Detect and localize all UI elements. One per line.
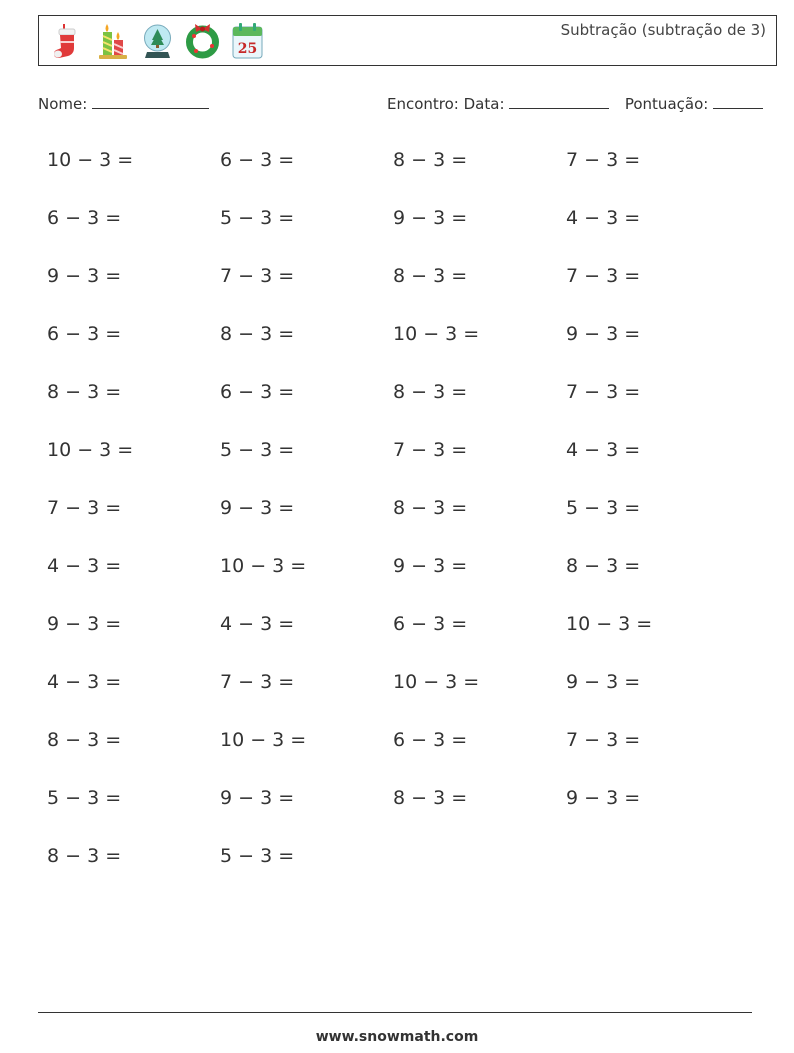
- problem: 8 − 3 =: [47, 845, 122, 867]
- problem: 10 − 3 =: [220, 555, 307, 577]
- problem: 5 − 3 =: [220, 207, 295, 229]
- problem: 7 − 3 =: [566, 149, 641, 171]
- problem: 7 − 3 =: [566, 265, 641, 287]
- problem: 8 − 3 =: [393, 149, 468, 171]
- problem: 8 − 3 =: [47, 381, 122, 403]
- header-box: [38, 15, 777, 66]
- problem: 10 − 3 =: [566, 613, 653, 635]
- problem: 9 − 3 =: [47, 613, 122, 635]
- problem: 5 − 3 =: [220, 439, 295, 461]
- problem: 6 − 3 =: [393, 613, 468, 635]
- problem: 10 − 3 =: [47, 149, 134, 171]
- problem: 6 − 3 =: [220, 381, 295, 403]
- problem: 6 − 3 =: [220, 149, 295, 171]
- problem: 4 − 3 =: [566, 439, 641, 461]
- problem: 5 − 3 =: [47, 787, 122, 809]
- problem: 5 − 3 =: [566, 497, 641, 519]
- christmas-candles-icon: [94, 20, 131, 62]
- problem: 10 − 3 =: [393, 671, 480, 693]
- problem: 9 − 3 =: [220, 787, 295, 809]
- problem: 10 − 3 =: [393, 323, 480, 345]
- name-blank: [92, 94, 209, 109]
- problem: 9 − 3 =: [566, 671, 641, 693]
- snow-globe-icon: [139, 20, 176, 62]
- score-blank: [713, 94, 763, 109]
- problem: 9 − 3 =: [393, 555, 468, 577]
- problem: 10 − 3 =: [220, 729, 307, 751]
- problem: 6 − 3 =: [393, 729, 468, 751]
- problem: 8 − 3 =: [47, 729, 122, 751]
- christmas-stocking-icon: [49, 20, 86, 62]
- problem: 8 − 3 =: [566, 555, 641, 577]
- problem: 7 − 3 =: [220, 671, 295, 693]
- calendar-icon: [229, 20, 266, 62]
- calendar-day-text: 25: [237, 41, 258, 57]
- name-field: [38, 94, 209, 113]
- problem: 9 − 3 =: [220, 497, 295, 519]
- problem: 4 − 3 =: [47, 671, 122, 693]
- problem: 4 − 3 =: [47, 555, 122, 577]
- problem: 8 − 3 =: [393, 497, 468, 519]
- problem: 9 − 3 =: [393, 207, 468, 229]
- christmas-wreath-icon: [184, 20, 221, 62]
- problem: 8 − 3 =: [393, 265, 468, 287]
- header-icons: [49, 20, 266, 62]
- footer-url: www.snowmath.com: [315, 1029, 479, 1045]
- problem: 4 − 3 =: [220, 613, 295, 635]
- problem: 9 − 3 =: [47, 265, 122, 287]
- meeting-label: Encontro: Data:: [387, 95, 505, 113]
- problem: 6 − 3 =: [47, 207, 122, 229]
- problem: 4 − 3 =: [566, 207, 641, 229]
- problem: 10 − 3 =: [47, 439, 134, 461]
- problem: 7 − 3 =: [566, 729, 641, 751]
- problem: 7 − 3 =: [566, 381, 641, 403]
- date-blank: [509, 94, 609, 109]
- problem: 7 − 3 =: [47, 497, 122, 519]
- problem: 7 − 3 =: [393, 439, 468, 461]
- problem: 8 − 3 =: [393, 381, 468, 403]
- problem: 9 − 3 =: [566, 787, 641, 809]
- problem: 9 − 3 =: [566, 323, 641, 345]
- meeting-field: [387, 94, 763, 113]
- problem: 6 − 3 =: [47, 323, 122, 345]
- score-label: Pontuação:: [624, 95, 709, 113]
- problem: 5 − 3 =: [220, 845, 295, 867]
- name-label: Nome:: [38, 95, 88, 113]
- footer-divider: [38, 1012, 752, 1013]
- problem: 7 − 3 =: [220, 265, 295, 287]
- problem: 8 − 3 =: [220, 323, 295, 345]
- worksheet-title: Subtração (subtração de 3): [560, 21, 766, 39]
- problem: 8 − 3 =: [393, 787, 468, 809]
